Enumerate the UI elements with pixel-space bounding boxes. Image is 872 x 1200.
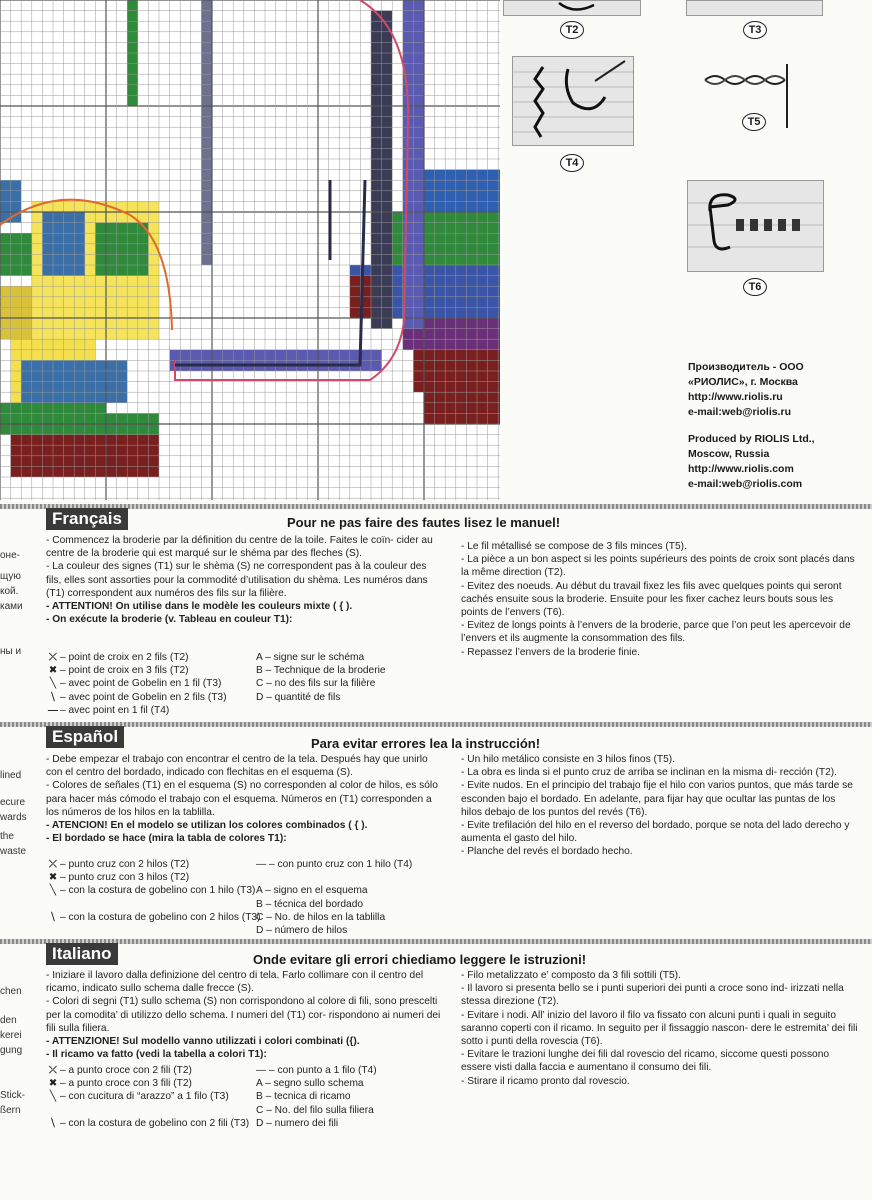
cross-2-icon: ⤫ (48, 652, 58, 663)
chart-grid-svg (0, 0, 500, 500)
stitch-label-t2: T2 (560, 21, 584, 39)
instruction-para: - Un hilo metálico consiste en 3 hilos finos (T5). (461, 754, 676, 765)
language-label-it: Italiano (46, 943, 118, 965)
instruction-para: - Colori di segni (T1) sullo schema (S) non corrispondono al colore di fili, sono prescelti per la comodita’ di utilizzo dello schema. I numeri del (T1) cor- rispondono ai numeri dei fili sulla filiera. (46, 996, 441, 1034)
instruction-para: - Planche del revés el bordado hecho. (461, 846, 633, 858)
instruction-para: - Evitez de longs points à l’envers de la broderie, parce que l’on peut les apercevoir de l’envers et ils augmente la consommation des fils. (461, 620, 851, 645)
instructions-right-es (461, 753, 859, 859)
instruction-para: - Repassez l’envers de la broderie finie. (461, 646, 640, 658)
stitch-label-t3: T3 (743, 21, 767, 39)
instruction-para: - Debe empezar el trabajo con encontrar el centro de la tela. Después hay que unirlo con el centro del bordado, indicado con flechitas en el esquema (S). (46, 754, 428, 779)
stitch-legend-it: ⤫ – a punto croce con 2 fili (T2) — – con punto a 1 filo (T4) ✖ – a punto croce con 3 fili (T2) A – segno sullo schema ╲ – con cucitura di “arazzo” a 1 filo (T3) B – tecnica di ricamo C – No. del filo sulla filiera ⧹ – con la costura de gobelino con 2 fili (T3) D – numero dei fili (46, 1064, 446, 1130)
stitch-legend-es: ⤫ – punto cruz con 2 hilos (T2) — – con punto cruz con 1 hilo (T4) ✖ – punto cruz con 3 hilos (T2) ╲ – con la costura de gobelino con 1 hilo (T3) A – signo en el esquema B – técnica del bordado ⧹ – con la costura de gobelino con 2 hilos (T3) C – No. de hilos en la tablilla D – número de hilos (46, 858, 446, 937)
section-divider (0, 504, 872, 509)
stitch-label-t6: T6 (743, 278, 767, 296)
gobelin-1-icon: ╲ (49, 678, 57, 690)
section-divider (0, 939, 872, 944)
left-cut-text-fr: оне- щую кой. ками ны и (0, 550, 23, 657)
gobelin-2-icon: ⧹ (51, 911, 55, 923)
instruction-para: - Filo metalizzato e’ composto da 3 fili sottili (T5). (461, 970, 681, 981)
backstitch-icon: — (47, 704, 59, 716)
left-cut-text-it: chen den kerei gung Stick- ßern (0, 986, 25, 1116)
producer-ru-line: «РИОЛИС», г. Москва (688, 376, 798, 388)
gobelin-1-icon: ╲ (49, 885, 57, 897)
instructions-right-it (461, 969, 859, 1088)
producer-en-line: Produced by RIOLIS Ltd., (688, 433, 815, 445)
instruction-para: - La pièce a un bon aspect si les points supérieurs des points de croix sont placés dans la même direction (T2). (461, 554, 855, 579)
stitch-diagram-t4 (512, 56, 634, 146)
instruction-para: - Evite nudos. En el principio del trabajo fije el hilo con varios puntos, que más tarde se esconden bajo el bordado. En adelante, para fijar hay que ocultar las puntas de los hilos debajo de los puntos del revés (T6). (461, 780, 853, 818)
instruction-para: - Colores de señales (T1) en el esquema (S) no corresponden al color de hilos, es sólo para hacer más cómodo el trabajo con el esquema. Números en (T1) corresponden a los números de los hilos en la tablilla. (46, 780, 438, 818)
producer-ru-line: Производитель - ООО (688, 361, 804, 373)
instruction-para: - La couleur des signes (T1) sur le shèma (S) ne correspondent pas à la couleur des fils, elles sont assorties pour la commodité d’utilisation du shèma. Les numéros dans (T1) correspondent aux numéros des fils sur la filière. (46, 561, 428, 599)
gobelin-2-icon: ⧹ (51, 691, 55, 703)
gobelin-2-icon: ⧹ (51, 1117, 55, 1129)
top-area (0, 0, 872, 500)
instructions-right-fr (461, 540, 859, 659)
cross-3-icon: ✖ (48, 872, 58, 884)
producer-ru-url: http://www.riolis.ru (688, 391, 783, 403)
stitch-legend-fr: ⤫ – point de croix en 2 fils (T2) A – signe sur le schéma ✖ – point de croix en 3 fils (T2) B – Technique de la broderie ╲ – avec point de Gobelin en 1 fil (T3) C – no des fils sur la filière ⧹ – avec point de Gobelin en 2 fils (T3) D – quantité de fils — – avec point en 1 fil (T4) (47, 652, 386, 716)
instruction-para: - Evitare i nodi. All’ inizio del lavoro il filo va fissato con alcuni punti i quali in seguito saranno coperti con il ricamo. In seguito per il fissaggio nascon- dere le estremita’ dei fili sotto i punti della rovescia (T6). (461, 1009, 858, 1048)
stitch-label-t5: T5 (742, 113, 766, 131)
instruction-para: - ATTENZIONE! Sul modello vanno utilizzati i colori combinati ({). (46, 1036, 360, 1048)
section-headline-it: Onde evitare gli errori chiediamo leggere le istruzioni! (253, 952, 587, 967)
instruction-para: - Evite trefilación del hilo en el reverso del bordado, porque se nota del lado derecho y aumenta el gasto del hilo. (461, 820, 850, 845)
instruction-para: - ATENCION! En el modelo se utilizan los colores combinados ( { ). (46, 820, 368, 832)
instruction-para: - Le fil métallisé se compose de 3 fils minces (T5). (461, 541, 687, 552)
instruction-para: - Iniziare il lavoro dalla definizione del centro di tela. Farlo collimare con il centro del ricamo, indicato sullo schema dalle frecce (S). (46, 970, 424, 995)
instruction-para: - Evitez des noeuds. Au début du travail fixez les fils avec quelques points qui seront cachés ensuite sous la broderie. Ensuite pour les fixer cachez leurs bouts sous les points de l’envers (T6). (461, 580, 842, 619)
gobelin-1-icon: ╲ (49, 1091, 57, 1103)
instruction-para: - Stirare il ricamo pronto dal rovescio. (461, 1075, 630, 1087)
producer-info (688, 360, 815, 492)
stitch-diagram-t6 (687, 180, 824, 272)
instructions-left-fr (46, 534, 444, 626)
stitch-label-t4: T4 (560, 154, 584, 172)
instructions-left-it (46, 969, 444, 1061)
section-headline-fr: Pour ne pas faire des fautes lisez le manuel! (287, 515, 561, 530)
instruction-para: - Il lavoro si presenta bello se i punti superiori dei punti a croce sono ind- irizzati nella stessa direzione (T2). (461, 983, 844, 1008)
cross-stitch-chart (0, 0, 500, 500)
cross-2-icon: ⤫ (48, 859, 58, 870)
instruction-para: - On exécute la broderie (v. Tableau en couleur T1): (46, 614, 293, 626)
section-divider (0, 722, 872, 727)
stitch-diagram-t3 (686, 0, 823, 16)
instruction-para: - Commencez la broderie par la définition du centre de la toile. Faites le coïn- cider au centre de la broderie qui est marqué sur le shéma par des fleches (S). (46, 535, 433, 560)
cross-3-icon: ✖ (48, 665, 58, 677)
language-label-es: Español (46, 726, 124, 748)
instruction-para: - Il ricamo va fatto (vedi la tabella a colori T1): (46, 1049, 267, 1061)
instruction-para: - La obra es linda si el punto cruz de arriba se inclinan en la misma di- rección (T2). (461, 767, 837, 779)
cross-2-icon: ⤫ (48, 1065, 58, 1076)
producer-en-line: Moscow, Russia (688, 448, 770, 460)
producer-en-url: http://www.riolis.com (688, 463, 794, 475)
instruction-para: - ATTENTION! On utilise dans le modèle les couleurs mixte ( { ). (46, 601, 353, 613)
instruction-para: - Evitare le trazioni lunghe dei fili dal rovescio del ricamo, siccome questi possono essere visti dalla faccia e aumentano il consumo dei fili. (461, 1049, 830, 1074)
instructions-left-es (46, 753, 444, 845)
producer-en-email: e-mail:web@riolis.com (688, 478, 803, 490)
stitch-diagram-t2 (503, 0, 641, 16)
section-headline-es: Para evitar errores lea la instrucción! (311, 736, 541, 751)
language-label-fr: Français (46, 508, 128, 530)
producer-ru-email: e-mail:web@riolis.ru (688, 406, 792, 418)
left-cut-text-es: lined ecure wards the waste (0, 770, 27, 857)
cross-3-icon: ✖ (48, 1078, 58, 1090)
instruction-para: - El bordado se hace (mira la tabla de colores T1): (46, 833, 287, 845)
